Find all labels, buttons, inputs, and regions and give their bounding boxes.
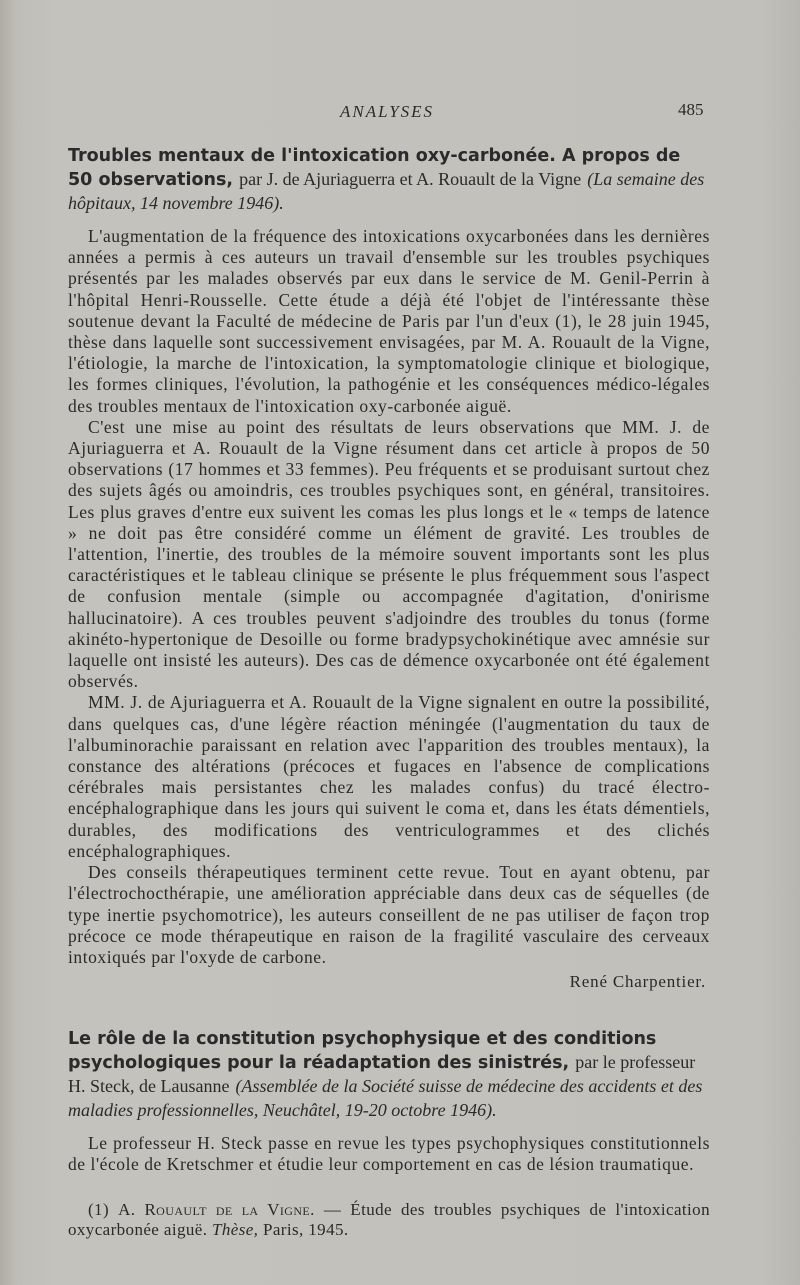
footnote-place-year: Paris, 1945. xyxy=(262,1219,349,1239)
article-title-1 xyxy=(68,145,710,216)
signature: René Charpentier. xyxy=(569,972,706,992)
article-source: (Assemblée de la Société suisse de médecine des accidents et des maladies professionnelles, Neuchâtel, 19-20 octobre 1946). xyxy=(68,1076,703,1121)
article-byline: par J. de Ajuriaguerra et A. Rouault de la Vigne xyxy=(239,169,582,189)
article-title-text: Troubles mentaux de l'intoxication oxy-carbonée. A propos de 50 observations, xyxy=(68,146,681,190)
footnote-marker: (1) xyxy=(88,1199,110,1219)
article-title-2 xyxy=(68,1028,710,1123)
paragraph: L'augmentation de la fréquence des intoxications oxycarbonées dans les dernières années a permis à ces auteurs un travail d'ensemble sur les troubles psychiques présentés par les malades observés par eux dans le service de M. Genil-Perrin à l'hôpital Henri-Rousselle. Cette étude a déjà été l'objet de l'intéressante thèse soutenue devant la Faculté de médecine de Paris par l'un d'eux (1), le 28 juin 1945, thèse dans laquelle sont successivement envisagées, par M. A. Rouault de la Vigne, l'étiologie, la marche de l'intoxication, la symptomatologie clinique et biologique, les formes cliniques, l'évolution, la pathogénie et les conséquences médico-légales des troubles mentaux de l'intoxication oxy-carbonée aiguë. xyxy=(68,226,710,416)
article-source: (La semaine des hôpitaux, 14 novembre 1946). xyxy=(68,169,705,213)
article-byline: par le professeur H. Steck, de Lausanne xyxy=(68,1052,696,1097)
article-title-text: Le rôle de la constitution psychophysique et des conditions psychologiques pour la réadaptation des sinistrés, xyxy=(68,1029,657,1074)
page-header xyxy=(0,102,800,126)
paragraph: Le professeur H. Steck passe en revue les types psychophysiques constitutionnels de l'école de Kretschmer et étudie leur comportement en cas de lésion traumatique. xyxy=(68,1133,710,1175)
footnote-source: Thèse, xyxy=(212,1219,259,1239)
footnote xyxy=(68,1200,710,1240)
page-number: 485 xyxy=(678,100,704,119)
running-title: ANALYSES xyxy=(340,102,435,121)
paragraph: MM. J. de Ajuriaguerra et A. Rouault de la Vigne signalent en outre la possibilité, dans quelques cas, d'une légère réaction méningée (l'augmentation du taux de l'albuminorachie paraissant en relation avec l'apparition des troubles mentaux), la constance des altérations (précoces et fugaces en l'absence de complications cérébrales mais persistantes chez les malades confus) du tracé électro-encéphalographique dans les jours qui suivent le coma et, dans les états démentiels, durables, des modifications des ventriculogrammes et des clichés encéphalographiques. xyxy=(68,692,710,861)
page-content xyxy=(68,145,710,1240)
section-gap xyxy=(68,992,710,1028)
paragraph: Des conseils thérapeutiques terminent cette revue. Tout en ayant obtenu, par l'électrochocthérapie, une amélioration appréciable dans deux cas de séquelles (de type inertie psychomotrice), les auteurs conseillent de ne pas utiliser de façon trop précoce ce mode thérapeutique en raison de la fragilité vasculaire des cerveaux intoxiqués par l'oxyde de carbone. xyxy=(68,862,710,967)
paragraph: C'est une mise au point des résultats de leurs observations que MM. J. de Ajuriaguerra et A. Rouault de la Vigne résument dans cet article à propos de 50 observations (17 hommes et 33 femmes). Peu fréquents et se produisant surtout chez des sujets âgés ou amoindris, ces troubles psychiques sont, en général, transitoires. Les plus graves d'entre eux suivent les comas les plus longs et le « temps de latence » ne doit pas être considéré comme un élément de gravité. Les troubles de l'attention, l'inertie, des troubles de la mémoire souvent importants sont les plus caractéristiques et le tableau clinique se présente le plus fréquemment sous l'aspect de confusion mentale (simple ou accompagnée d'agitation, d'onirisme hallucinatoire). A ces troubles peuvent s'adjoindre des troubles du tonus (forme akinéto-hypertonique de Desoille ou forme bradypsychokinétique avec amnésie sur laquelle ont insisté les auteurs). Des cas de démence oxycarbonée ont été également observés. xyxy=(68,416,710,692)
footnote-text: — Étude des troubles psychiques de l'intoxication oxycarbonée aiguë. xyxy=(68,1199,710,1239)
footnote-author: A. Rouault de la Vigne. xyxy=(118,1199,315,1219)
